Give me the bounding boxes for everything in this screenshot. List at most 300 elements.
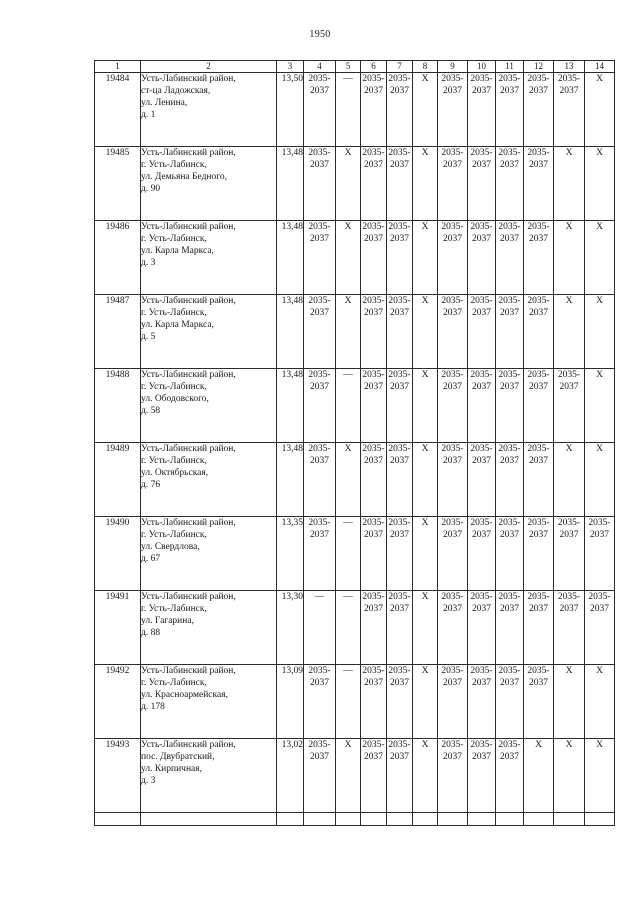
schedule-cell xyxy=(585,221,615,295)
area-value: 13,48 xyxy=(277,221,304,295)
cell-line: 2037 xyxy=(472,604,491,614)
schedule-cell xyxy=(413,517,438,591)
cell-line: 2035- xyxy=(470,370,493,380)
address-line: ул. Гагарина, xyxy=(141,616,194,626)
area-value: 13,48 xyxy=(277,443,304,517)
cell-line: 2037 xyxy=(559,604,579,614)
table-row xyxy=(95,665,615,739)
address-line: д. 90 xyxy=(141,184,161,194)
address-line: д. 178 xyxy=(141,702,165,712)
cell-line: 2037 xyxy=(364,456,383,466)
schedule-cell xyxy=(496,147,524,221)
empty-cell xyxy=(95,813,141,826)
address-line: ул. Карла Маркса, xyxy=(141,246,214,256)
record-number: 19492 xyxy=(95,665,141,739)
schedule-cell xyxy=(554,73,585,147)
cell-line: — xyxy=(343,74,353,84)
cell-line: 2037 xyxy=(443,382,462,392)
address-line: д. 58 xyxy=(141,406,161,416)
cell-line: 2035- xyxy=(388,148,411,158)
schedule-cell xyxy=(496,443,524,517)
address-line: ул. Октябрьская, xyxy=(141,468,209,478)
address-cell xyxy=(141,295,277,369)
schedule-cell xyxy=(438,369,468,443)
cell-line: Х xyxy=(596,296,603,306)
cell-line: 2037 xyxy=(472,382,491,392)
schedule-cell xyxy=(438,221,468,295)
schedule-cell xyxy=(585,665,615,739)
empty-cell xyxy=(585,813,615,826)
schedule-cell xyxy=(413,73,438,147)
cell-line: 2037 xyxy=(390,86,409,96)
cell-line: 2035- xyxy=(498,740,521,750)
cell-line: 2035- xyxy=(441,666,464,676)
cell-line: Х xyxy=(565,666,573,676)
cell-line: 2035- xyxy=(470,592,493,602)
cell-line: 2037 xyxy=(310,456,329,466)
address-line: ул. Ленина, xyxy=(141,98,188,108)
cell-line: 2035- xyxy=(498,222,521,232)
cell-line: 2035- xyxy=(527,444,550,454)
cell-line: 2035- xyxy=(362,740,385,750)
column-header: 5 xyxy=(336,61,361,73)
cell-line: 2035- xyxy=(557,518,581,528)
cell-line: 2037 xyxy=(364,86,383,96)
cell-line: 2037 xyxy=(443,456,462,466)
address-cell xyxy=(141,443,277,517)
schedule-cell xyxy=(361,517,387,591)
schedule-cell xyxy=(361,147,387,221)
empty-cell xyxy=(496,813,524,826)
schedule-cell xyxy=(361,221,387,295)
schedule-cell xyxy=(524,665,554,739)
schedule-cell xyxy=(524,295,554,369)
cell-line: Х xyxy=(344,444,352,454)
cell-line: 2037 xyxy=(310,86,329,96)
cell-line: 2035- xyxy=(362,296,385,306)
table-tail-row xyxy=(95,813,615,826)
cell-line: 2035- xyxy=(388,518,411,528)
cell-line: 2035- xyxy=(388,222,411,232)
schedule-cell xyxy=(438,147,468,221)
empty-cell xyxy=(336,813,361,826)
cell-line: 2037 xyxy=(310,308,329,318)
record-number: 19484 xyxy=(95,73,141,147)
cell-line: 2037 xyxy=(500,382,519,392)
schedule-cell xyxy=(468,665,496,739)
address-line: ул. Кирпичная, xyxy=(141,764,202,774)
cell-line: Х xyxy=(421,740,429,750)
area-value: 13,48 xyxy=(277,369,304,443)
cell-line: 2037 xyxy=(390,604,409,614)
cell-line: 2035- xyxy=(388,74,411,84)
schedule-cell xyxy=(524,369,554,443)
cell-line: Х xyxy=(421,592,429,602)
address-line: Усть-Лабинский район, xyxy=(141,740,236,750)
cell-line: 2035- xyxy=(557,370,581,380)
address-line: г. Усть-Лабинск, xyxy=(141,308,207,318)
cell-line: 2037 xyxy=(364,234,383,244)
cell-line: 2035- xyxy=(527,74,550,84)
schedule-cell xyxy=(387,665,413,739)
schedule-cell xyxy=(387,517,413,591)
table-row xyxy=(95,739,615,813)
cell-line: 2035- xyxy=(527,592,550,602)
schedule-cell xyxy=(585,369,615,443)
column-header: 8 xyxy=(413,61,438,73)
cell-line: 2035- xyxy=(470,518,493,528)
cell-line: 2037 xyxy=(500,530,519,540)
schedule-cell xyxy=(496,73,524,147)
cell-line: Х xyxy=(596,74,603,84)
cell-line: 2035- xyxy=(441,444,464,454)
empty-cell xyxy=(438,813,468,826)
schedule-cell xyxy=(361,665,387,739)
cell-line: 2037 xyxy=(390,160,409,170)
cell-line: 2037 xyxy=(364,678,383,688)
area-value: 13,48 xyxy=(277,295,304,369)
schedule-cell xyxy=(336,517,361,591)
schedule-cell xyxy=(413,739,438,813)
column-header: 3 xyxy=(277,61,304,73)
cell-line: 2037 xyxy=(443,530,462,540)
cell-line: 2035- xyxy=(498,148,521,158)
schedule-cell xyxy=(361,295,387,369)
schedule-cell xyxy=(336,369,361,443)
cell-line: Х xyxy=(565,148,573,158)
address-line: д. 1 xyxy=(141,110,156,120)
cell-line: 2037 xyxy=(443,752,462,762)
cell-line: 2035- xyxy=(362,370,385,380)
address-line: Усть-Лабинский район, xyxy=(141,222,236,232)
cell-line: 2035- xyxy=(308,222,331,232)
cell-line: 2035- xyxy=(441,148,464,158)
cell-line: 2037 xyxy=(310,234,329,244)
cell-line: — xyxy=(343,666,353,676)
cell-line: 2037 xyxy=(390,308,409,318)
schedule-cell xyxy=(361,73,387,147)
schedule-cell xyxy=(336,73,361,147)
empty-cell xyxy=(304,813,336,826)
schedule-cell xyxy=(585,739,615,813)
cell-line: 2037 xyxy=(310,382,329,392)
schedule-cell xyxy=(554,147,585,221)
schedule-cell xyxy=(585,591,615,665)
cell-line: Х xyxy=(565,296,573,306)
area-value: 13,50 xyxy=(277,73,304,147)
schedule-cell xyxy=(413,221,438,295)
schedule-cell xyxy=(304,221,336,295)
address-cell xyxy=(141,739,277,813)
schedule-cell xyxy=(585,295,615,369)
cell-line: 2037 xyxy=(390,382,409,392)
cell-line: 2037 xyxy=(500,308,519,318)
empty-cell xyxy=(361,813,387,826)
schedule-cell xyxy=(336,591,361,665)
cell-line: 2037 xyxy=(529,456,548,466)
schedule-cell xyxy=(361,591,387,665)
schedule-cell xyxy=(413,665,438,739)
empty-cell xyxy=(277,813,304,826)
cell-line: 2037 xyxy=(443,604,462,614)
cell-line: 2035- xyxy=(470,444,493,454)
schedule-cell xyxy=(304,147,336,221)
cell-line: 2035- xyxy=(362,518,385,528)
cell-line: 2037 xyxy=(472,456,491,466)
cell-line: 2037 xyxy=(443,86,462,96)
address-line: д. 3 xyxy=(141,258,156,268)
address-line: д. 3 xyxy=(141,776,156,786)
cell-line: 2037 xyxy=(443,234,462,244)
cell-line: 2037 xyxy=(310,530,329,540)
schedule-cell xyxy=(304,73,336,147)
cell-line: 2035- xyxy=(470,296,493,306)
column-header: 13 xyxy=(554,61,585,73)
address-line: г. Усть-Лабинск, xyxy=(141,530,207,540)
cell-line: Х xyxy=(421,444,429,454)
cell-line: 2035- xyxy=(498,666,521,676)
address-line: д. 67 xyxy=(141,554,161,564)
cell-line: 2035- xyxy=(588,518,611,528)
schedule-cell xyxy=(304,369,336,443)
schedule-cell xyxy=(585,517,615,591)
cell-line: 2037 xyxy=(559,382,579,392)
cell-line: Х xyxy=(421,148,429,158)
column-header: 11 xyxy=(496,61,524,73)
address-line: д. 88 xyxy=(141,628,161,638)
address-line: Усть-Лабинский район, xyxy=(141,74,236,84)
schedule-cell xyxy=(387,295,413,369)
cell-line: 2037 xyxy=(310,678,329,688)
schedule-cell xyxy=(336,739,361,813)
cell-line: 2035- xyxy=(308,666,331,676)
record-number: 19490 xyxy=(95,517,141,591)
cell-line: 2037 xyxy=(364,160,383,170)
schedule-cell xyxy=(524,443,554,517)
schedule-cell xyxy=(496,517,524,591)
cell-line: 2037 xyxy=(500,456,519,466)
cell-line: 2037 xyxy=(310,752,329,762)
cell-line: Х xyxy=(344,148,352,158)
cell-line: 2037 xyxy=(529,678,548,688)
schedule-cell xyxy=(438,517,468,591)
cell-line: 2035- xyxy=(441,592,464,602)
area-value: 13,30 xyxy=(277,591,304,665)
empty-cell xyxy=(387,813,413,826)
cell-line: 2035- xyxy=(362,148,385,158)
cell-line: 2037 xyxy=(559,530,579,540)
cell-line: Х xyxy=(565,444,573,454)
cell-line: 2035- xyxy=(362,74,385,84)
area-value: 13,02 xyxy=(277,739,304,813)
cell-line: 2035- xyxy=(388,666,411,676)
schedule-cell xyxy=(304,295,336,369)
schedule-cell xyxy=(387,73,413,147)
cell-line: Х xyxy=(421,74,429,84)
schedule-cell xyxy=(387,221,413,295)
register-table xyxy=(94,60,615,826)
schedule-cell xyxy=(468,73,496,147)
cell-line: 2035- xyxy=(308,74,331,84)
cell-line: Х xyxy=(596,740,603,750)
column-header: 2 xyxy=(141,61,277,73)
cell-line: 2035- xyxy=(498,592,521,602)
schedule-cell xyxy=(387,591,413,665)
column-number-row xyxy=(95,61,615,73)
cell-line: 2035- xyxy=(527,148,550,158)
column-header: 9 xyxy=(438,61,468,73)
column-header: 14 xyxy=(585,61,615,73)
cell-line: 2035- xyxy=(588,592,611,602)
cell-line: Х xyxy=(344,740,352,750)
schedule-cell xyxy=(468,443,496,517)
schedule-cell xyxy=(336,665,361,739)
cell-line: Х xyxy=(596,370,603,380)
cell-line: 2037 xyxy=(500,752,519,762)
cell-line: 2035- xyxy=(527,296,550,306)
schedule-cell xyxy=(496,739,524,813)
cell-line: 2037 xyxy=(529,604,548,614)
cell-line: 2037 xyxy=(500,604,519,614)
schedule-cell xyxy=(336,295,361,369)
cell-line: Х xyxy=(596,222,603,232)
address-line: г. Усть-Лабинск, xyxy=(141,234,207,244)
cell-line: 2037 xyxy=(364,382,383,392)
schedule-cell xyxy=(554,665,585,739)
schedule-cell xyxy=(304,665,336,739)
schedule-cell xyxy=(554,517,585,591)
address-cell xyxy=(141,221,277,295)
area-value: 13,48 xyxy=(277,147,304,221)
cell-line: 2035- xyxy=(362,592,385,602)
address-line: ул. Ободовского, xyxy=(141,394,209,404)
schedule-cell xyxy=(496,665,524,739)
record-number: 19491 xyxy=(95,591,141,665)
cell-line: 2037 xyxy=(590,530,609,540)
schedule-cell xyxy=(524,73,554,147)
cell-line: 2037 xyxy=(500,86,519,96)
schedule-cell xyxy=(585,147,615,221)
address-line: Усть-Лабинский район, xyxy=(141,444,236,454)
cell-line: Х xyxy=(596,444,603,454)
cell-line: 2037 xyxy=(590,604,609,614)
schedule-cell xyxy=(554,295,585,369)
cell-line: 2035- xyxy=(308,370,331,380)
cell-line: 2035- xyxy=(470,666,493,676)
schedule-cell xyxy=(468,517,496,591)
address-line: Усть-Лабинский район, xyxy=(141,592,236,602)
schedule-cell xyxy=(468,591,496,665)
cell-line: Х xyxy=(421,222,429,232)
cell-line: 2035- xyxy=(527,222,550,232)
cell-line: — xyxy=(343,592,353,602)
empty-cell xyxy=(468,813,496,826)
address-line: г. Усть-Лабинск, xyxy=(141,456,207,466)
address-cell xyxy=(141,665,277,739)
cell-line: 2035- xyxy=(308,518,331,528)
schedule-cell xyxy=(585,443,615,517)
empty-cell xyxy=(141,813,277,826)
address-line: ул. Демьяна Бедного, xyxy=(141,172,228,182)
address-line: пос. Двубратский, xyxy=(141,752,215,762)
cell-line: 2037 xyxy=(364,530,383,540)
schedule-cell xyxy=(524,739,554,813)
cell-line: 2037 xyxy=(390,678,409,688)
schedule-cell xyxy=(387,147,413,221)
schedule-cell xyxy=(438,739,468,813)
cell-line: 2037 xyxy=(472,160,491,170)
schedule-cell xyxy=(468,147,496,221)
cell-line: Х xyxy=(596,148,603,158)
record-number: 19488 xyxy=(95,369,141,443)
cell-line: 2035- xyxy=(441,370,464,380)
cell-line: 2035- xyxy=(388,370,411,380)
schedule-cell xyxy=(361,739,387,813)
schedule-cell xyxy=(468,221,496,295)
cell-line: 2037 xyxy=(529,382,548,392)
cell-line: 2037 xyxy=(364,752,383,762)
schedule-cell xyxy=(496,591,524,665)
cell-line: 2037 xyxy=(390,234,409,244)
schedule-cell xyxy=(438,295,468,369)
schedule-cell xyxy=(468,369,496,443)
address-line: г. Усть-Лабинск, xyxy=(141,160,207,170)
cell-line: 2035- xyxy=(441,740,464,750)
cell-line: 2035- xyxy=(470,148,493,158)
record-number: 19487 xyxy=(95,295,141,369)
cell-line: 2035- xyxy=(470,222,493,232)
table-row xyxy=(95,591,615,665)
cell-line: 2035- xyxy=(470,740,493,750)
schedule-cell xyxy=(524,221,554,295)
cell-line: Х xyxy=(344,296,352,306)
column-header: 6 xyxy=(361,61,387,73)
table-row xyxy=(95,517,615,591)
cell-line: 2035- xyxy=(557,592,581,602)
cell-line: 2037 xyxy=(443,308,462,318)
cell-line: 2035- xyxy=(388,296,411,306)
cell-line: 2037 xyxy=(472,530,491,540)
schedule-cell xyxy=(554,443,585,517)
cell-line: 2037 xyxy=(500,160,519,170)
schedule-cell xyxy=(554,221,585,295)
table-row xyxy=(95,369,615,443)
cell-line: 2037 xyxy=(500,678,519,688)
cell-line: Х xyxy=(565,740,573,750)
schedule-cell xyxy=(413,369,438,443)
schedule-cell xyxy=(468,295,496,369)
schedule-cell xyxy=(413,591,438,665)
area-value: 13,35 xyxy=(277,517,304,591)
schedule-cell xyxy=(387,369,413,443)
cell-line: 2035- xyxy=(441,222,464,232)
cell-line: 2037 xyxy=(472,752,491,762)
table-row xyxy=(95,295,615,369)
schedule-cell xyxy=(438,73,468,147)
address-cell xyxy=(141,369,277,443)
schedule-cell xyxy=(361,369,387,443)
cell-line: 2035- xyxy=(308,444,331,454)
cell-line: Х xyxy=(421,370,429,380)
schedule-cell xyxy=(336,147,361,221)
schedule-cell xyxy=(387,443,413,517)
record-number: 19493 xyxy=(95,739,141,813)
cell-line: 2035- xyxy=(388,592,411,602)
schedule-cell xyxy=(304,443,336,517)
cell-line: 2037 xyxy=(390,530,409,540)
cell-line: 2037 xyxy=(529,86,548,96)
schedule-cell xyxy=(361,443,387,517)
